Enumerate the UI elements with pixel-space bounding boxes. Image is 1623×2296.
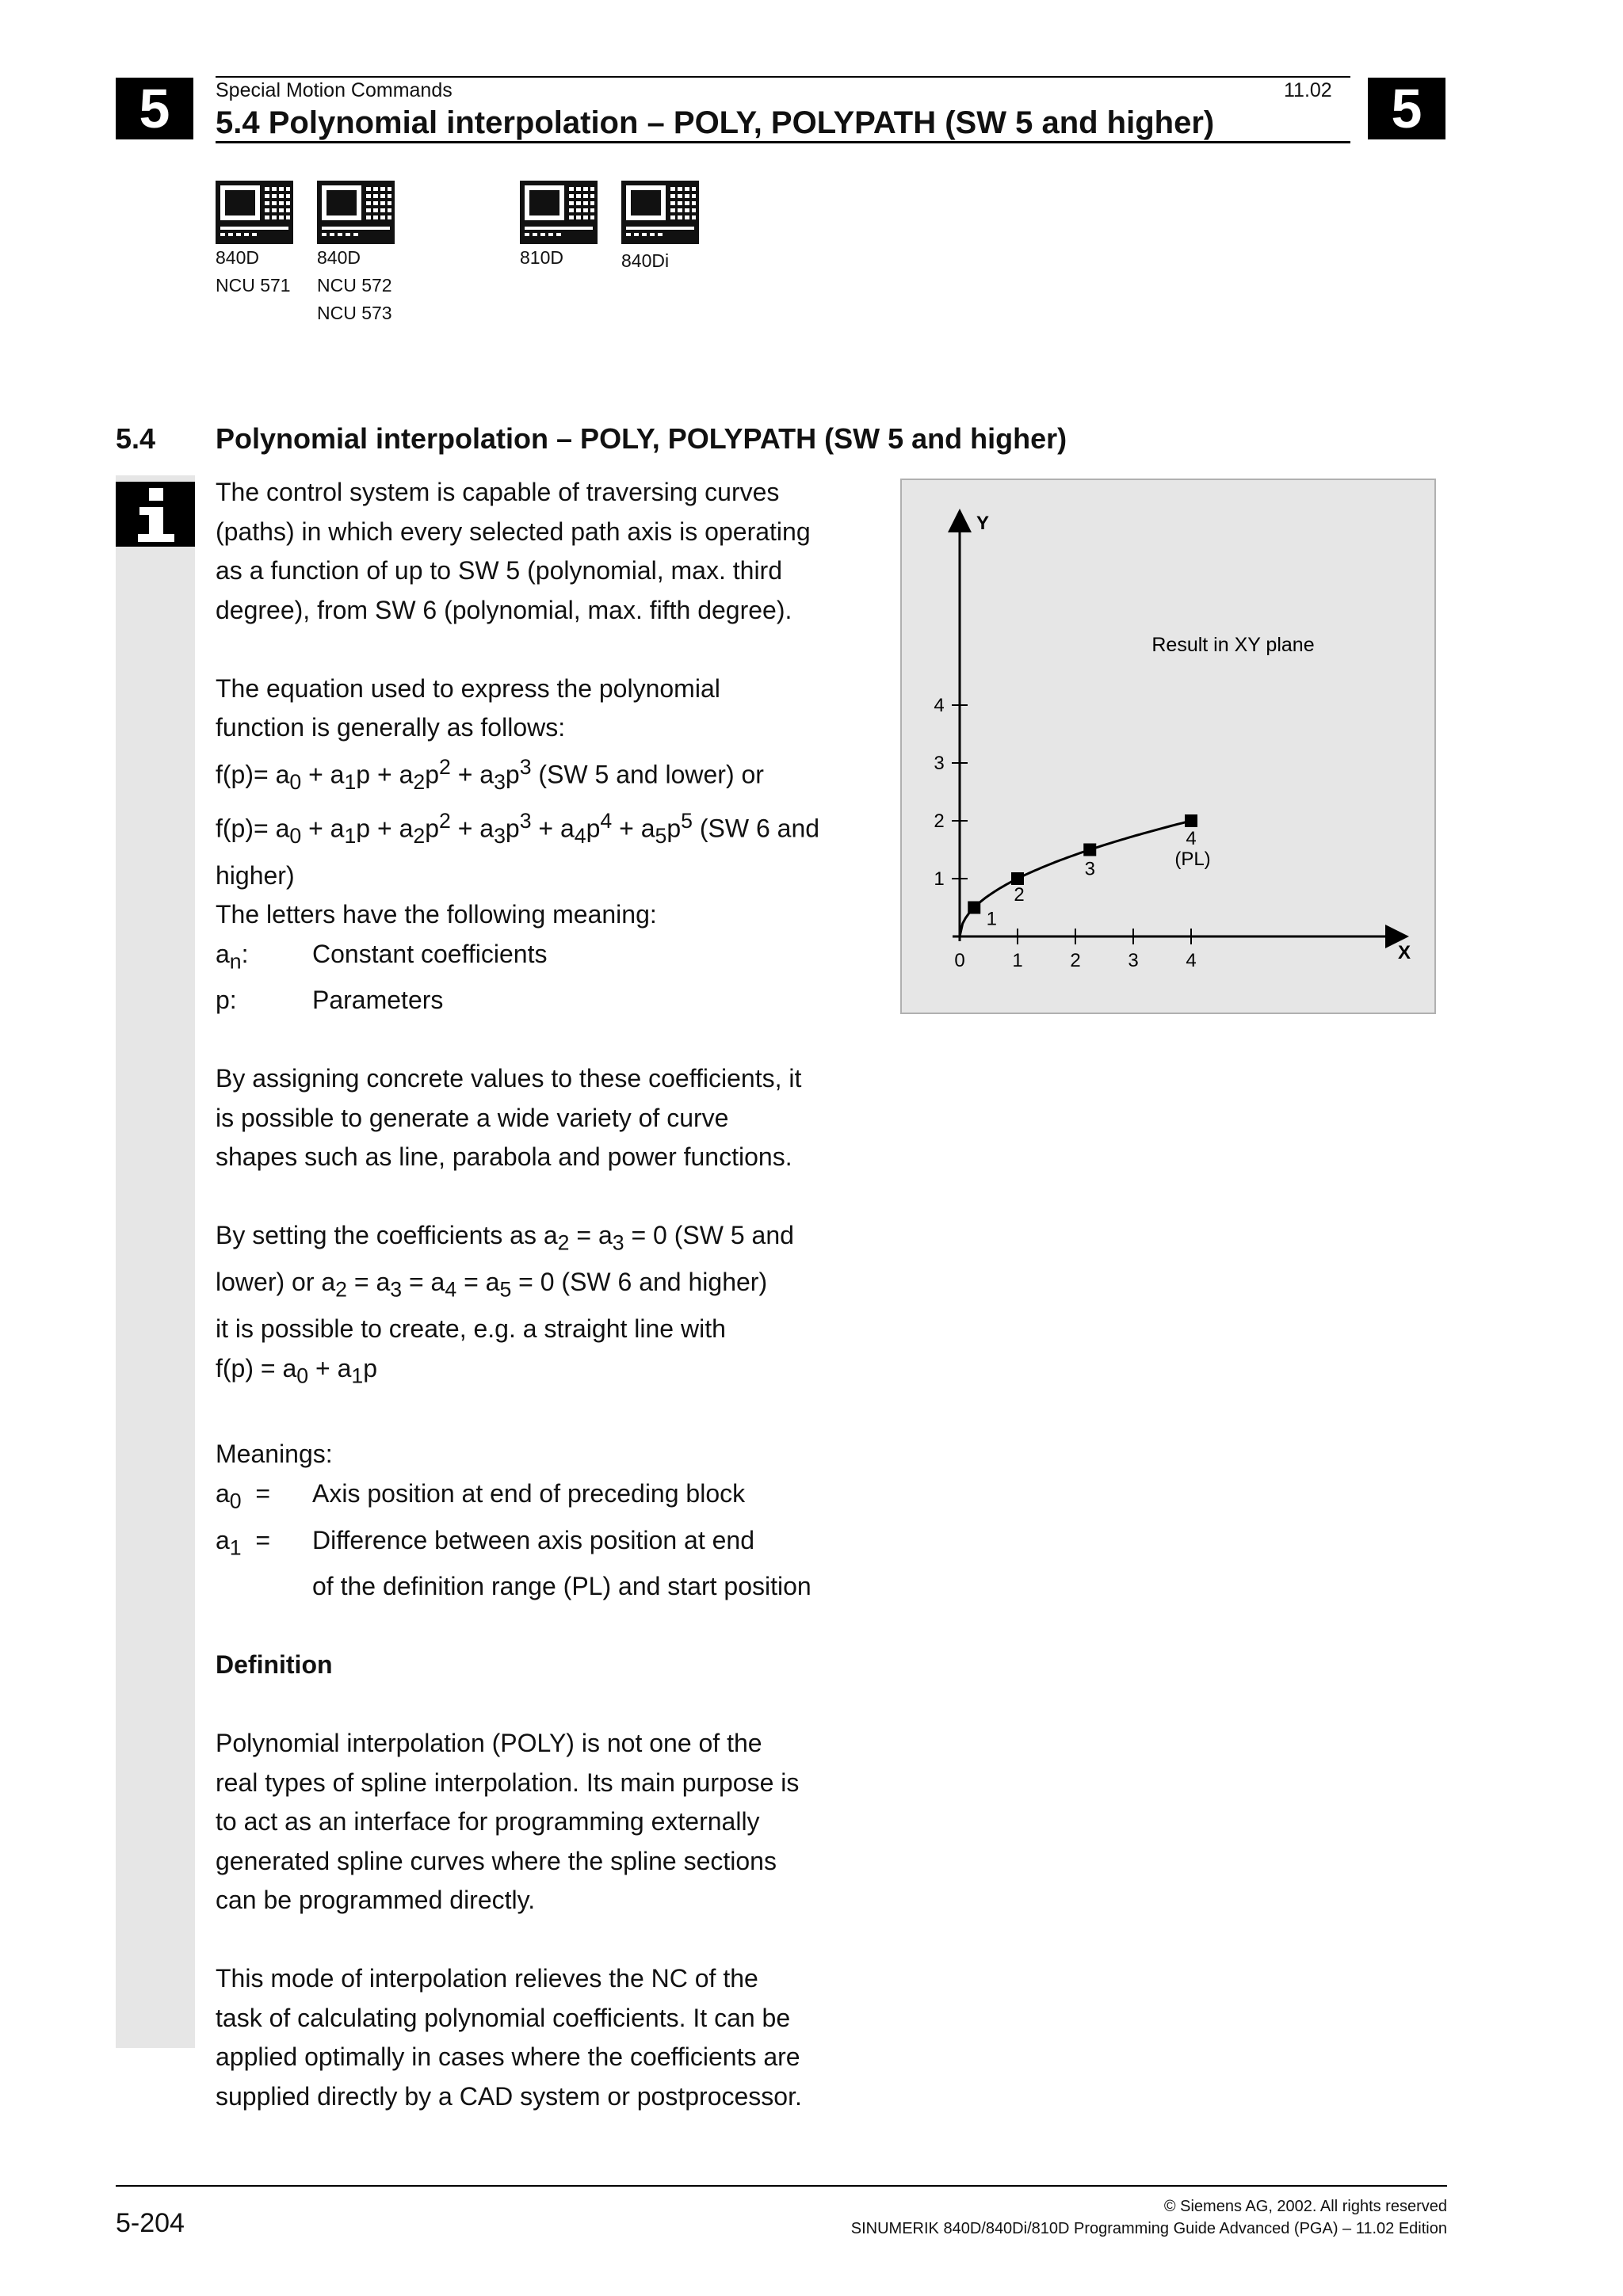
meanings-label: Meanings: [216, 1440, 333, 1469]
control-icon-810d [520, 181, 598, 248]
page-number: 5-204 [116, 2208, 185, 2238]
chapter-number-left: 5 [116, 78, 193, 139]
intro-line: The control system is capable of traversing curves [216, 478, 780, 506]
control-panel-icon [621, 181, 699, 244]
definition-line: to act as an interface for programming externally [216, 1807, 760, 1836]
y-tick-label: 3 [934, 753, 945, 774]
assigning-line: is possible to generate a wide variety of curve [216, 1103, 729, 1132]
header-rule-top [216, 76, 1350, 78]
chart-title: Result in XY plane [1151, 634, 1315, 656]
definition-heading: Definition [216, 1650, 333, 1680]
meaning-a0: $a_0$ = Axis position at end of preceding block [216, 1478, 746, 1513]
y-tick-label: 2 [934, 810, 945, 832]
data-point-label: 4 [1186, 828, 1197, 849]
y-axis-label: Y [976, 513, 990, 534]
definition-line: Polynomial interpolation (POLY) is not one of the [216, 1729, 762, 1758]
control-panel-icon [317, 181, 395, 244]
control-icon-840d-ncu572 [317, 181, 395, 248]
data-point [968, 902, 980, 914]
assigning-line: shapes such as line, parabola and power functions. [216, 1142, 792, 1172]
definition-p: p: Parameters [216, 986, 444, 1015]
margin-strip [116, 475, 195, 2048]
meaning-a1: $a_1$ = Difference between axis position at end [216, 1525, 754, 1559]
equation-sw5: $f(p)= a_0 + a_1p + a_2p^2 + a_3p^3$ (SW 5 and lower) or [216, 754, 764, 794]
pl-annotation: (PL) [1174, 849, 1211, 870]
control-icon-840d-ncu571 [216, 181, 293, 248]
x-tick-label: 4 [1186, 950, 1197, 971]
equation-intro-line: function is generally as follows: [216, 713, 566, 742]
header-section-label: Special Motion Commands [216, 79, 453, 101]
data-point [1185, 814, 1197, 827]
footer-rule [116, 2185, 1447, 2187]
definition-line: generated spline curves where the spline sections [216, 1846, 777, 1875]
definition-an: $a_n$: Constant coefficients [216, 939, 548, 973]
control-icon-840di [621, 181, 699, 248]
header-edition: 11.02 [1284, 79, 1332, 101]
control-panel-icon [216, 181, 293, 244]
control-label-4: 840Di [621, 250, 670, 271]
footer-copyright: © Siemens AG, 2002. All rights reserved [1163, 2198, 1447, 2215]
y-tick-label: 4 [934, 695, 945, 716]
setting-line-3: it is possible to create, e.g. a straight line with [216, 1314, 726, 1344]
meaning-a1-cont: of the definition range (PL) and start position [312, 1572, 812, 1601]
data-point-label: 2 [1014, 884, 1025, 906]
x-tick-label: 0 [954, 950, 965, 971]
header-title: 5.4 Polynomial interpolation – POLY, POLYPATH (SW 5 and higher) [216, 105, 1215, 140]
footer-guide-title: SINUMERIK 840D/840Di/810D Programming Guide Advanced (PGA) – 11.02 Edition [850, 2220, 1447, 2237]
x-tick-label: 3 [1128, 950, 1139, 971]
body-text [216, 473, 819, 2116]
letters-intro: The letters have the following meaning: [216, 900, 657, 929]
control-label-3: 810D [520, 247, 563, 268]
setting-line-4: $f(p) = a_0 + a_1p$ [216, 1353, 377, 1388]
data-point-label: 3 [1084, 858, 1095, 880]
section-number: 5.4 [116, 422, 156, 455]
intro-line: degree), from SW 6 (polynomial, max. fifth degree). [216, 595, 792, 624]
control-label-2: 840D NCU 572 NCU 573 [317, 247, 392, 323]
definition-line: can be programmed directly. [216, 1886, 536, 1915]
info-icon [116, 482, 195, 547]
chapter-number-right: 5 [1368, 78, 1445, 139]
control-panel-icon [520, 181, 598, 244]
xy-plane-chart [900, 479, 1436, 1014]
intro-line: as a function of up to SW 5 (polynomial, max. third [216, 556, 782, 585]
definition-line: applied optimally in cases where the coefficients are [216, 2042, 800, 2072]
equation-sw6: $f(p)= a_0 + a_1p + a_2p^2 + a_3p^3 + a_4p^4 + a_5p^5$ (SW 6 and [216, 809, 820, 849]
x-tick-label: 1 [1012, 950, 1023, 971]
header-rule-bottom [216, 141, 1350, 143]
setting-line-1: By setting the coefficients as $a_2 = a_3 = 0$ (SW 5 and [216, 1221, 794, 1255]
y-tick-label: 1 [934, 868, 945, 890]
equation-sw6-cont: higher) [216, 860, 295, 890]
definition-line: This mode of interpolation relieves the NC of the [216, 1964, 758, 1993]
section-title: Polynomial interpolation – POLY, POLYPATH (SW 5 and higher) [216, 422, 1067, 455]
control-label-1: 840D NCU 571 [216, 247, 291, 296]
x-axis-label: X [1397, 942, 1411, 963]
data-point [1011, 872, 1024, 885]
setting-line-2: lower) or $a_2 = a_3 = a_4 = a_5 = 0$ (SW 6 and higher) [216, 1268, 768, 1302]
equation-intro-line: The equation used to express the polynomial [216, 673, 720, 703]
definition-line: real types of spline interpolation. Its main purpose is [216, 1768, 800, 1797]
data-point [1083, 844, 1096, 856]
assigning-line: By assigning concrete values to these coefficients, it [216, 1064, 802, 1093]
chart-svg [902, 480, 1434, 1013]
definition-line: supplied directly by a CAD system or postprocessor. [216, 2081, 802, 2111]
definition-line: task of calculating polynomial coefficients. It can be [216, 2003, 791, 2032]
data-point-label: 1 [986, 908, 997, 930]
intro-line: (paths) in which every selected path axis is operating [216, 517, 811, 546]
info-glyph [116, 482, 195, 547]
x-tick-label: 2 [1070, 950, 1081, 971]
